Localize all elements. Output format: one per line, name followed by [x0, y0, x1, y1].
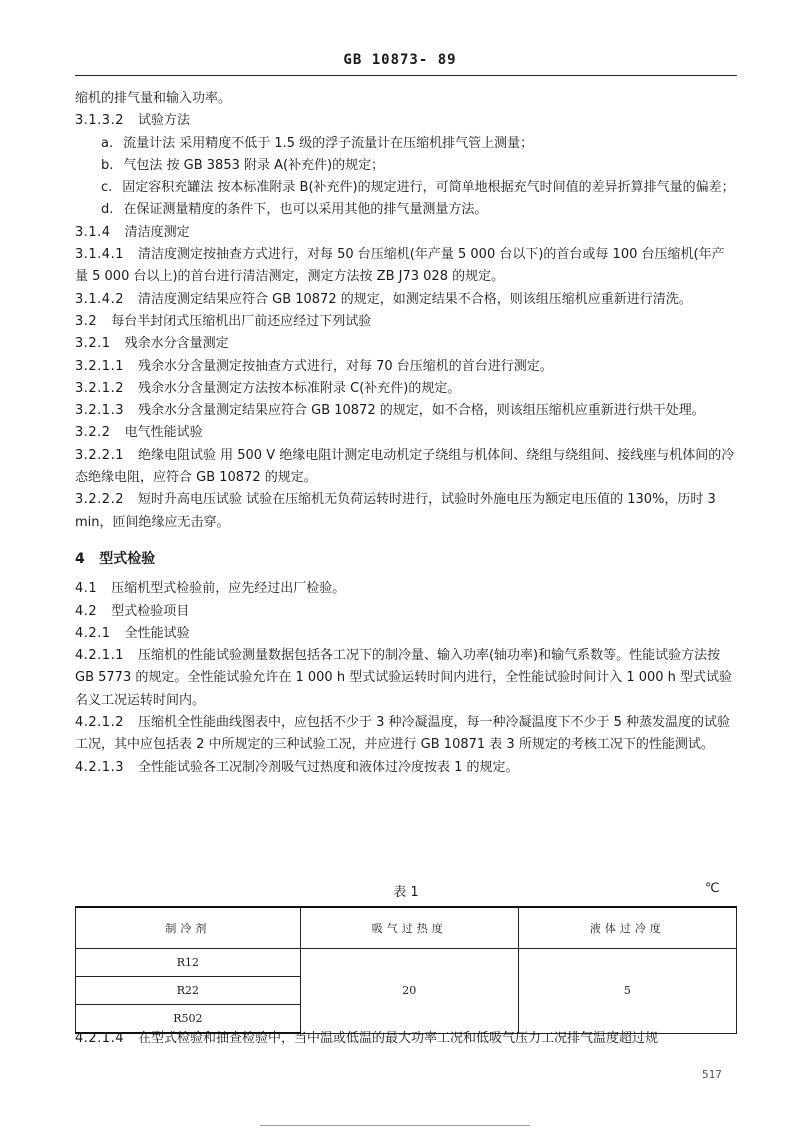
list-item: b. 气包法 按 GB 3853 附录 A(补充件)的规定； [101, 157, 385, 173]
paragraph: 3.2.2.1 绝缘电阻试验 用 500 V 绝缘电阻计测定电动机定子绕组与机体间、绕组与绕组间、接线座与机体间的冷态绝缘电阻，应符合 GB 10872 的规定。 [75, 447, 735, 486]
paragraph: 3.2.1.1 残余水分含量测定按抽查方式进行，对每 70 台压缩机的首台进行测定。 [75, 358, 553, 374]
table-unit: ℃ [705, 881, 720, 896]
column-header-superheat: 吸气过热度 [300, 907, 518, 949]
list-item: a. 流量计法 采用精度不低于 1.5 级的浮子流量计在压缩机排气管上测量； [101, 135, 534, 151]
refrigerant-cell: R22 [76, 977, 301, 1005]
paragraph: 3.2.1.3 残余水分含量测定结果应符合 GB 10872 的规定，如不合格，则该组压缩机应重新进行烘干处理。 [75, 403, 705, 419]
paragraph: 4.2.1.2 压缩机全性能曲线图表中，应包括不少于 3 种冷凝温度，每一种冷凝温度下不少于 5 种蒸发温度的试验工况，其中应包括表 2 中所规定的三种试验工况，并应进行 GB 10871 表 3 所规定的考核工况下的性能测试。 [75, 715, 731, 753]
refrigerant-cell: R502 [76, 1005, 301, 1034]
list-item: d. 在保证测量精度的条件下，也可以采用其他的排气量测量方法。 [101, 202, 488, 218]
paragraph: 3.2.2.2 短时升高电压试验 试验在压缩机无负荷运转时进行，试验时外施电压为额定电压值的 130%，历时 3 min，匝间绝缘应无击穿。 [75, 492, 716, 530]
superheat-subcooling-table [75, 906, 737, 1034]
paragraph: 3.1.4.2 清洁度测定结果应符合 GB 10872 的规定，如测定结果不合格，则该组压缩机应重新进行清洗。 [75, 291, 692, 307]
page-number: 517 [702, 1068, 722, 1081]
paragraph: 3.1.4.1 清洁度测定按抽查方式进行，对每 50 台压缩机(年产量 5 000 台以下)的首台或每 100 台压缩机(年产量 5 000 台以上)的首台进行清洁测定，测定方法按 ZB J73 028 的规定。 [75, 247, 725, 285]
paragraph: 3.1.3.2 试验方法 [75, 113, 190, 129]
header-rule [75, 75, 737, 76]
paragraph: 4.2.1.1 压缩机的性能试验测量数据包括各工况下的制冷量、输入功率(轴功率)和输气系数等。性能试验方法按 GB 5773 的规定。全性能试验允许在 1 000 h 型式试验运转时间内进行，全性能试验时间计入 1 000 h 型式试验名义工况运转时间内。 [75, 648, 733, 708]
bottom-rule [260, 1125, 530, 1126]
column-header-refrigerant: 制冷剂 [76, 907, 301, 949]
subsection-heading: 4.2.1 全性能试验 [75, 625, 190, 641]
subsection-heading: 3.1.4 清洁度测定 [75, 224, 190, 240]
column-header-subcooling: 液体过冷度 [518, 907, 736, 949]
subsection-heading: 3.2 每台半封闭式压缩机出厂前还应经过下列试验 [75, 313, 372, 329]
table-caption: 表 1 [393, 885, 419, 900]
paragraph: 4.1 压缩机型式检验前，应先经过出厂检验。 [75, 581, 346, 597]
subsection-heading: 3.2.1 残余水分含量测定 [75, 336, 229, 352]
paragraph: 3.2.1.2 残余水分含量测定方法按本标准附录 C(补充件)的规定。 [75, 380, 461, 396]
list-item: c. 固定容积充罐法 按本标准附录 B(补充件)的规定进行，可简单地根据充气时间值的差异折算排气量的偏差； [101, 180, 735, 196]
section-heading: 4 型式检验 [75, 550, 156, 567]
page-header: GB 10873- 89 [343, 52, 457, 68]
paragraph: 4.2.1.4 在型式检验和抽查检验中，当中温或低温的最大功率工况和低吸气压力工况排气温度超过规 [75, 1031, 658, 1046]
table-row [76, 949, 737, 977]
paragraph: 缩机的排气量和输入功率。 [75, 91, 232, 106]
paragraph: 4.2.1.3 全性能试验各工况制冷剂吸气过热度和液体过冷度按表 1 的规定。 [75, 759, 519, 775]
subsection-heading: 3.2.2 电气性能试验 [75, 425, 203, 441]
subsection-heading: 4.2 型式检验项目 [75, 603, 190, 619]
table-header-row [76, 907, 737, 949]
refrigerant-cell: R12 [76, 949, 301, 977]
subcooling-cell: 5 [518, 949, 736, 1034]
superheat-cell: 20 [300, 949, 518, 1034]
document-body [75, 88, 737, 779]
